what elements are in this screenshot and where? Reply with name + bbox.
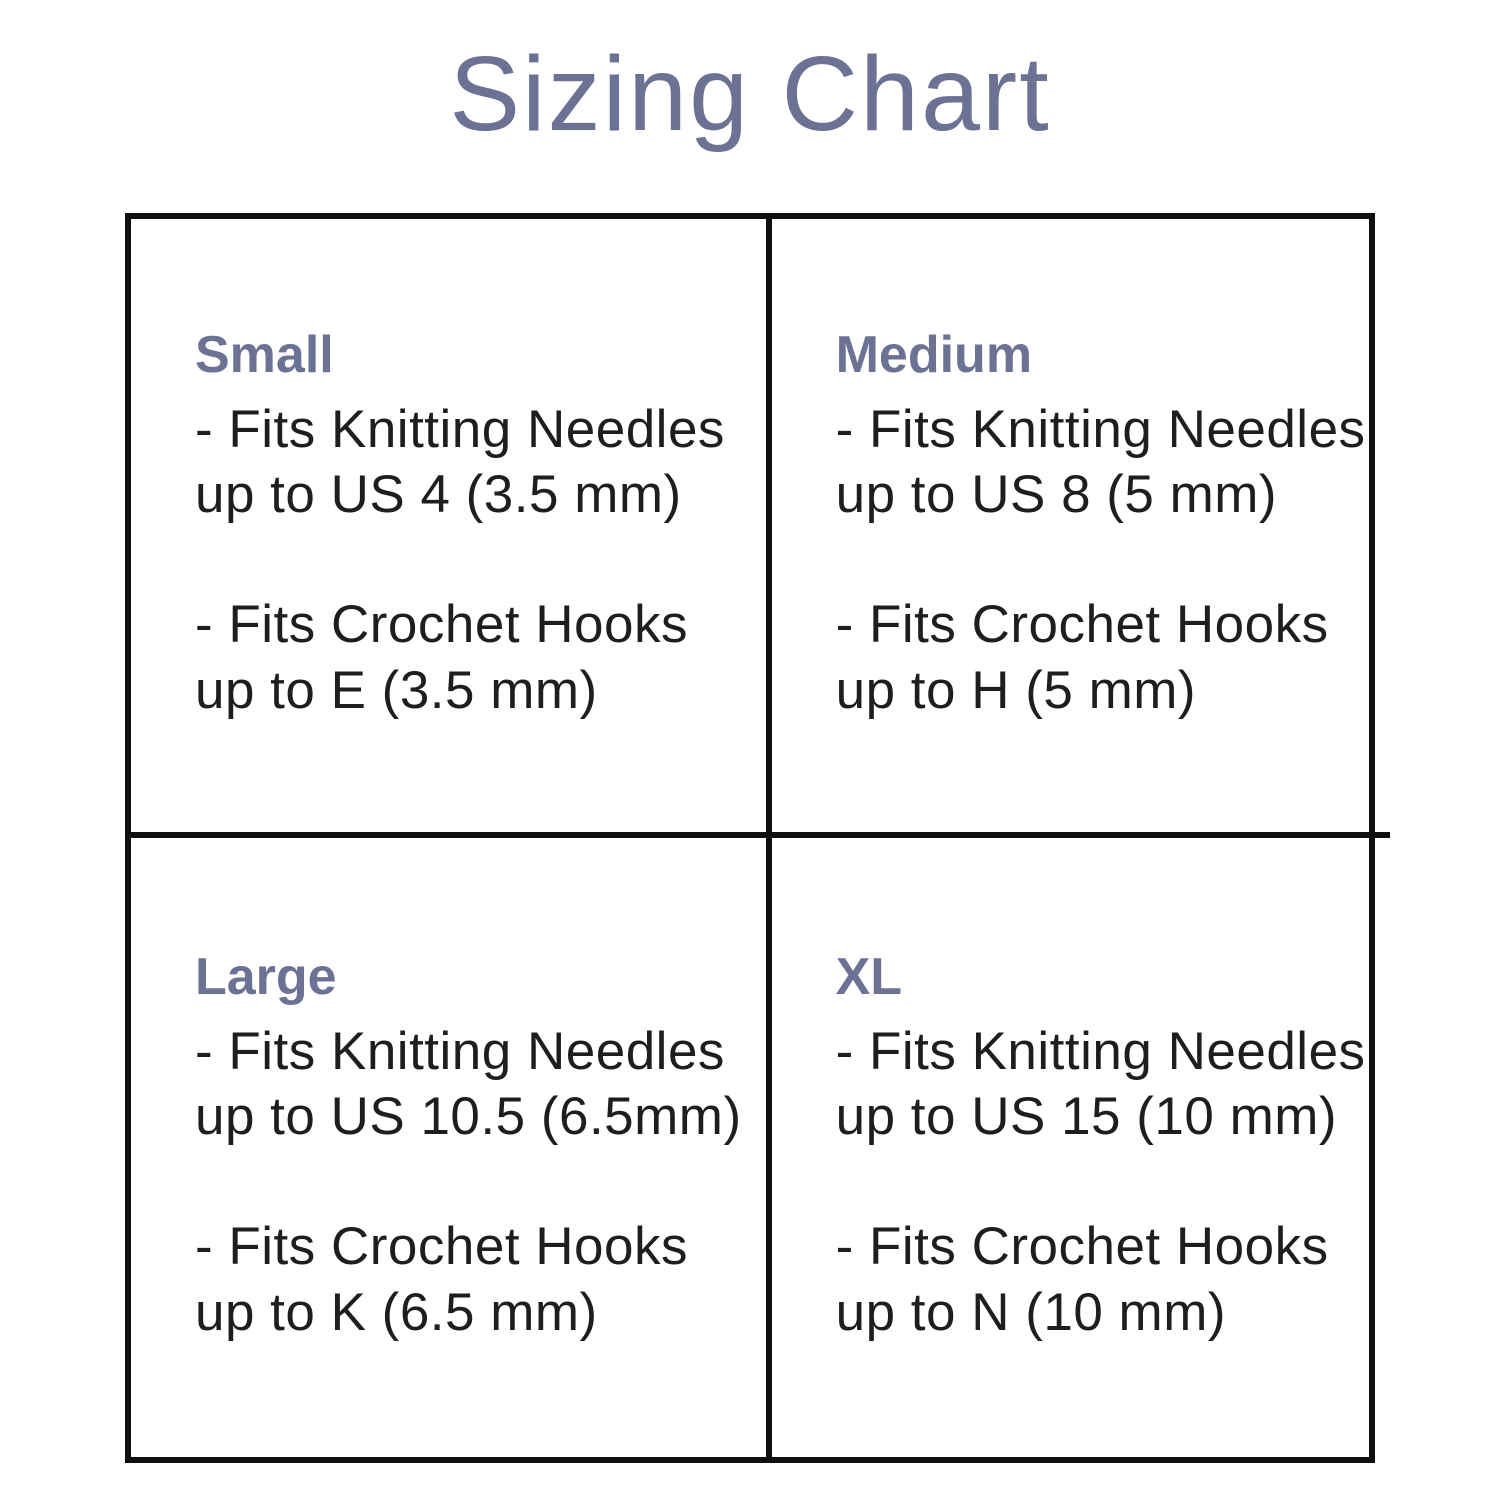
page-title: Sizing Chart [449, 35, 1051, 153]
sizing-table [125, 213, 1375, 1463]
knitting-fit-line: - Fits Knitting Needles [835, 399, 1366, 459]
crochet-fit-block [836, 592, 1366, 723]
size-cell-xl [772, 838, 1390, 1457]
knitting-fit-block [195, 1019, 742, 1150]
size-name: Large [195, 948, 337, 1007]
size-name: XL [835, 948, 903, 1007]
size-name: Medium [835, 326, 1033, 385]
crochet-size-line: up to H (5 mm) [835, 660, 1197, 720]
crochet-fit-block [836, 1214, 1366, 1345]
knitting-fit-line: - Fits Knitting Needles [195, 399, 725, 459]
knitting-size-line: up to US 4 (3.5 mm) [195, 465, 682, 525]
size-cell-large [131, 838, 772, 1457]
crochet-fit-line: - Fits Crochet Hooks [195, 595, 689, 655]
knitting-size-line: up to US 8 (5 mm) [835, 465, 1278, 525]
crochet-size-line: up to N (10 mm) [835, 1282, 1226, 1342]
size-cell-small [131, 219, 772, 838]
crochet-fit-block [195, 1214, 742, 1345]
knitting-fit-line: - Fits Knitting Needles [835, 1021, 1366, 1081]
crochet-fit-line: - Fits Crochet Hooks [835, 595, 1329, 655]
crochet-size-line: up to E (3.5 mm) [195, 660, 598, 720]
crochet-size-line: up to K (6.5 mm) [195, 1282, 598, 1342]
crochet-fit-block [195, 592, 742, 723]
size-cell-medium [772, 219, 1390, 838]
knitting-fit-line: - Fits Knitting Needles [195, 1021, 725, 1081]
crochet-fit-line: - Fits Crochet Hooks [835, 1217, 1329, 1277]
knitting-size-line: up to US 10.5 (6.5mm) [195, 1087, 742, 1147]
crochet-fit-line: - Fits Crochet Hooks [195, 1217, 689, 1277]
knitting-size-line: up to US 15 (10 mm) [835, 1087, 1338, 1147]
size-name: Small [195, 326, 334, 385]
knitting-fit-block [836, 397, 1366, 528]
knitting-fit-block [195, 397, 742, 528]
knitting-fit-block [836, 1019, 1366, 1150]
